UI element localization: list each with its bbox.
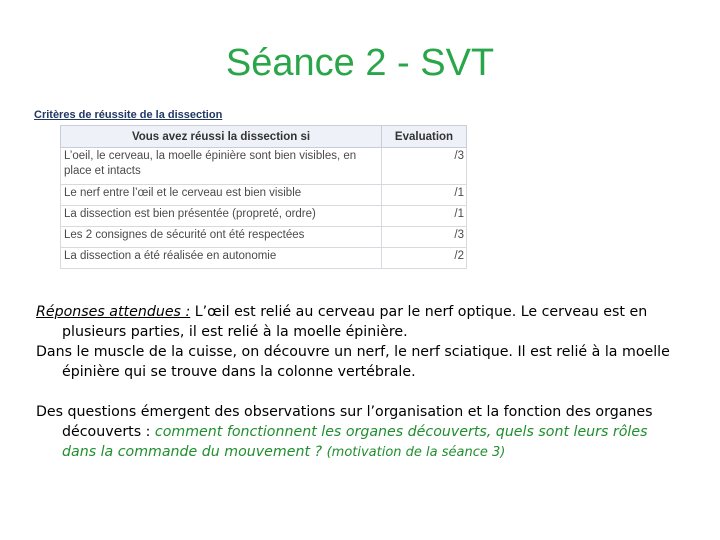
score-cell: /3 <box>382 148 467 185</box>
column-header-criterion: Vous avez réussi la dissection si <box>61 126 382 148</box>
criterion-cell: La dissection a été réalisée en autonomie <box>61 248 382 269</box>
score-cell: /2 <box>382 248 467 269</box>
criterion-cell: Les 2 consignes de sécurité ont été respectées <box>61 227 382 248</box>
column-header-evaluation: Evaluation <box>382 126 467 148</box>
table-row <box>61 185 467 206</box>
answer-paragraph-1 <box>36 302 686 342</box>
score-cell: /1 <box>382 206 467 227</box>
answers-label: Réponses attendues : <box>36 304 191 320</box>
table-row <box>61 248 467 269</box>
criterion-cell: L’oeil, le cerveau, la moelle épinière sont bien visibles, en place et intacts <box>61 148 382 185</box>
table-row <box>61 148 467 185</box>
score-cell: /3 <box>382 227 467 248</box>
table-row <box>61 227 467 248</box>
answer-text-1: L’œil est relié au cerveau par le nerf optique. Le cerveau est en plusieurs parties, il est relié à la moelle épinière. <box>62 304 648 340</box>
answer-paragraph-2 <box>36 342 686 382</box>
criterion-cell: Le nerf entre l’œil et le cerveau est bien visible <box>61 185 382 206</box>
questions-text: Des questions émergent des observations sur l’organisation et la fonction des organes découverts : <box>36 404 653 440</box>
table-row <box>61 206 467 227</box>
criterion-cell: La dissection est bien présentée (propreté, ordre) <box>61 206 382 227</box>
table-caption: Critères de réussite de la dissection <box>34 109 223 121</box>
answer-text-2: Dans le muscle de la cuisse, on découvre un nerf, le nerf sciatique. Il est relié à la moelle épinière qui se trouve dans la colonne vertébrale. <box>36 344 670 380</box>
motivation-note: (motivation de la séance 3) <box>326 445 506 460</box>
slide-title: Séance 2 - SVT <box>225 42 495 84</box>
questions-highlight: comment fonctionnent les organes découverts, quels sont leurs rôles dans la commande du mouvement ? <box>62 424 648 460</box>
answers-block <box>36 302 686 463</box>
score-cell: /1 <box>382 185 467 206</box>
table-header-row <box>61 126 467 148</box>
criteria-table <box>60 125 467 269</box>
questions-paragraph <box>36 402 686 463</box>
